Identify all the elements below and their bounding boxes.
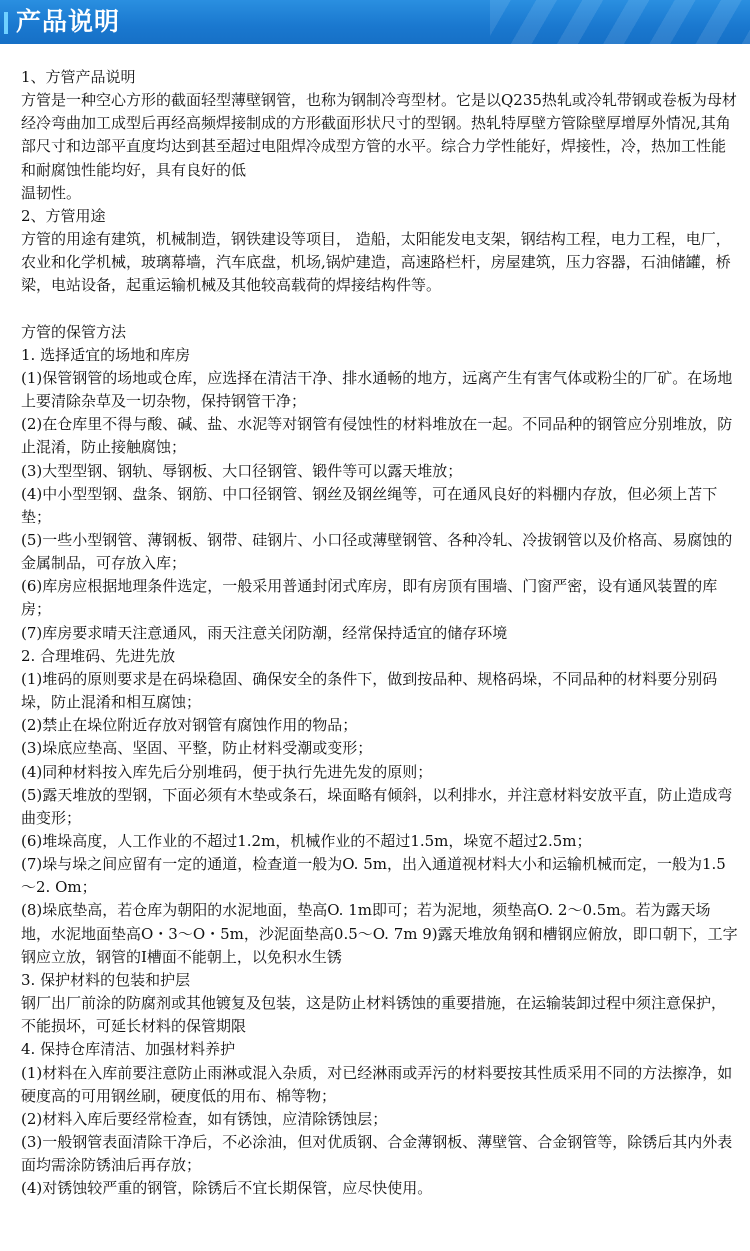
blank-line: [21, 298, 738, 321]
section-header: [0, 0, 750, 44]
heading-uses: 2、方管用途: [21, 206, 106, 225]
heading-storage: 方管的保管方法: [21, 322, 127, 341]
subheading-warehouse: 4. 保持仓库清洁、加强材料养护: [21, 1040, 236, 1059]
list-item: (1)堆码的原则要求是在码垛稳固、确保安全的条件下，做到按品种、规格码垛，不同品种的材料要分别码垛，防止混淆和相互腐蚀；: [21, 669, 718, 712]
paragraph-product-intro-end: 温韧性。: [21, 183, 82, 202]
subheading-packaging: 3. 保护材料的包装和护层: [21, 970, 191, 989]
list-item: (4)中小型型钢、盘条、钢筋、中口径钢管、钢丝及钢丝绳等，可在通风良好的料棚内存放，但必须上苫下垫；: [21, 484, 718, 526]
list-item: (4)对锈蚀较严重的钢管，除锈后不宜长期保管，应尽快使用。: [21, 1179, 433, 1198]
list-item: (3)一般钢管表面清除干净后，不必涂油，但对优质钢、合金薄钢板、薄壁管、合金钢管等，除锈后其内外表面均需涂防锈油后再存放；: [21, 1133, 733, 1175]
paragraph-packaging: 钢厂出厂前涂的防腐剂或其他镀复及包装，这是防止材料锈蚀的重要措施，在运输装卸过程中须注意保护，不能损坏，可延长材料的保管期限: [21, 994, 727, 1036]
list-item: (4)同种材料按入库先后分别堆码，便于执行先进先发的原则；: [21, 762, 433, 781]
subheading-site: 1. 选择适宜的场地和库房: [21, 345, 191, 364]
list-item: (7)垛与垛之间应留有一定的通道，检查道一般为O. 5m，出入通道视材料大小和运输机械而定，一般为1.5～2. Om；: [21, 855, 726, 897]
paragraph-product-intro: 方管是一种空心方形的截面轻型薄壁钢管，也称为钢制冷弯型材。它是以Q235热轧或冷轧带钢或卷板为母材经冷弯曲加工成型后再经高频焊接制成的方形截面形状尺寸的型钢。热轧特厚壁方管除壁厚增厚外情况,其角部尺寸和边部平直度均达到甚至超过电阻焊冷成型方管的水平。综合力学性能好，焊接性，冷，热加工性能和耐腐蚀性能均好，具有良好的低: [21, 91, 737, 179]
list-item: (2)材料入库后要经常检查，如有锈蚀，应清除锈蚀层；: [21, 1109, 388, 1128]
list-item: (3)大型型钢、钢轨、辱钢板、大口径钢管、锻件等可以露天堆放；: [21, 461, 463, 480]
product-description: [0, 44, 750, 1201]
list-item: (1)材料在入库前要注意防止雨淋或混入杂质，对已经淋雨或弄污的材料要按其性质采用不同的方法擦净，如硬度高的可用钢丝刷，硬度低的用布、棉等物；: [21, 1063, 733, 1105]
list-item: (2)禁止在垛位附近存放对钢管有腐蚀作用的物品；: [21, 716, 358, 735]
section-title: 产品说明: [16, 7, 121, 36]
list-item: (8)垛底垫高，若仓库为朝阳的水泥地面，垫高O. 1m即可；若为泥地，须垫高O. 2～0.5m。若为露天场地，水泥地面垫高O・3～O・5m，沙泥面垫高0.5～O. 7m 9)露天堆放角钢和槽钢应俯放，即口朝下，工字钢应立放，钢管的I槽面不能朝上，以免积水生锈: [21, 901, 738, 966]
paragraph-uses: 方管的用途有建筑，机械制造，钢铁建设等项目， 造船，太阳能发电支架，钢结构工程，电力工程，电厂，农业和化学机械，玻璃幕墙，汽车底盘，机场,锅炉建造，高速路栏杆，房屋建筑，压力容器，石油储罐，桥梁，电站设备，起重运输机械及其他较高载荷的焊接结构件等。: [21, 230, 731, 295]
list-item: (1)保管钢管的场地或仓库，应选择在清洁干净、排水通畅的地方，远离产生有害气体或粉尘的厂矿。在场地上要清除杂草及一切杂物，保持钢管干净；: [21, 368, 733, 411]
heading-product-intro: 1、方管产品说明: [21, 68, 136, 86]
header-accent-bar: [4, 12, 8, 34]
list-item: (6)堆垛高度，人工作业的不超过1.2m，机械作业的不超过1.5m，垛宽不超过2.5m；: [21, 832, 592, 850]
list-item: (2)在仓库里不得与酸、碱、盐、水泥等对钢管有侵蚀性的材料堆放在一起。不同品种的钢管应分别堆放，防止混淆，防止接触腐蚀；: [21, 415, 733, 457]
list-item: (3)垛底应垫高、坚固、平整，防止材料受潮或变形；: [21, 739, 373, 758]
list-item: (5)一些小型钢管、薄钢板、钢带、硅钢片、小口径或薄壁钢管、各种冷轧、冷拔钢管以及价格高、易腐蚀的金属制品，可存放入库；: [21, 530, 733, 573]
list-item: (5)露天堆放的型钢，下面必须有木垫或条石，垛面略有倾斜，以利排水，并注意材料安放平直，防止造成弯曲变形；: [21, 785, 733, 827]
list-item: (7)库房要求晴天注意通风，雨天注意关闭防潮，经常保持适宜的储存环境: [21, 623, 508, 642]
list-item: (6)库房应根据地理条件选定，一般采用普通封闭式库房，即有房顶有围墙、门窗严密，设有通风装置的库房；: [21, 577, 718, 619]
subheading-stacking: 2. 合理堆码、先进先放: [21, 646, 176, 665]
header-decoration: [490, 0, 750, 44]
